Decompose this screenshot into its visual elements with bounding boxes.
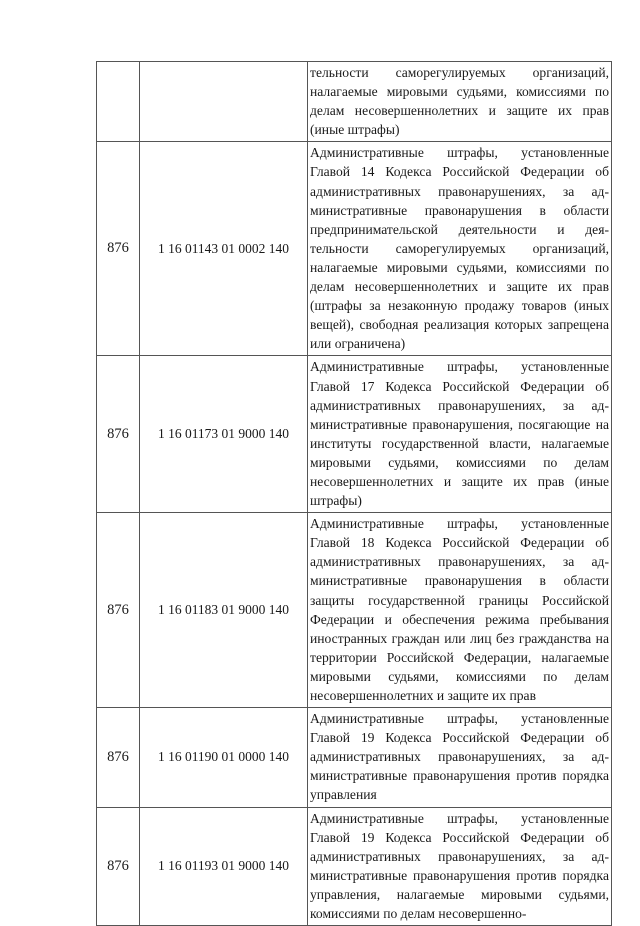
table-row xyxy=(97,142,612,356)
description-text: тельности саморегулируемых организаций, налагаемые мировыми судьями, комиссиями по делам несовершеннолетних и защите их прав (иные штрафы) xyxy=(310,65,609,138)
budget-code-cell: 1 16 01183 01 9000 140 xyxy=(140,513,308,708)
table-row xyxy=(97,708,612,807)
table-row xyxy=(97,356,612,513)
description-text: Административные штрафы, установленные Главой 19 Кодекса Российской Федерации об административных правонарушениях, за административные правонарушения против порядка управления xyxy=(310,711,609,803)
description-text: Административные штрафы, установленные Главой 18 Кодекса Российской Федерации об административных правонарушениях, за административные правонарушения в области защиты государственной границы Российской Федерации и обеспечения режима пребывания иностранных граждан или лиц без гражданства на территории Российской Федерации, налагаемые мировыми судьями, комиссиями по делам несовершеннолетних и защите их прав xyxy=(310,516,609,703)
admin-code-cell: 876 xyxy=(97,356,140,513)
budget-code-cell: 1 16 01190 01 0000 140 xyxy=(140,708,308,807)
admin-code-cell xyxy=(97,62,140,142)
budget-code-cell: 1 16 01173 01 9000 140 xyxy=(140,356,308,513)
table-row xyxy=(97,807,612,926)
admin-code-cell: 876 xyxy=(97,807,140,926)
description-cell xyxy=(308,807,612,926)
admin-code-cell: 876 xyxy=(97,708,140,807)
description-cell xyxy=(308,708,612,807)
description-text: Административные штрафы, установленные Главой 14 Кодекса Российской Федерации об административных правонарушениях, за административные правонарушения в области предпринимательской деятельности и деятельности саморегулируемых организаций, налагаемые мировыми судьями, комиссиями по делам несовершеннолетних и защите их прав (штрафы за незаконную продажу товаров (иных вещей), свободная реализация которых запрещена или ограничена) xyxy=(310,145,609,352)
budget-code-cell: 1 16 01193 01 9000 140 xyxy=(140,807,308,926)
table-row xyxy=(97,62,612,142)
description-text: Административные штрафы, установленные Главой 17 Кодекса Российской Федерации об административных правонарушениях, за административные правонарушения, посягающие на институты государственной власти, налагаемые мировыми судьями, комиссиями по делам несовершеннолетних и защите их прав (иные штрафы) xyxy=(310,359,609,509)
table-row xyxy=(97,513,612,708)
description-cell xyxy=(308,62,612,142)
revenue-codes-table xyxy=(96,61,612,926)
budget-code-cell xyxy=(140,62,308,142)
budget-code-cell: 1 16 01143 01 0002 140 xyxy=(140,142,308,356)
description-cell xyxy=(308,356,612,513)
description-text: Административные штрафы, установленные Главой 19 Кодекса Российской Федерации об административных правонарушениях, за административные правонарушения против порядка управления, налагаемые мировыми судьями, комиссиями по делам несовершенно- xyxy=(310,810,609,922)
description-cell xyxy=(308,513,612,708)
description-cell xyxy=(308,142,612,356)
admin-code-cell: 876 xyxy=(97,142,140,356)
admin-code-cell: 876 xyxy=(97,513,140,708)
